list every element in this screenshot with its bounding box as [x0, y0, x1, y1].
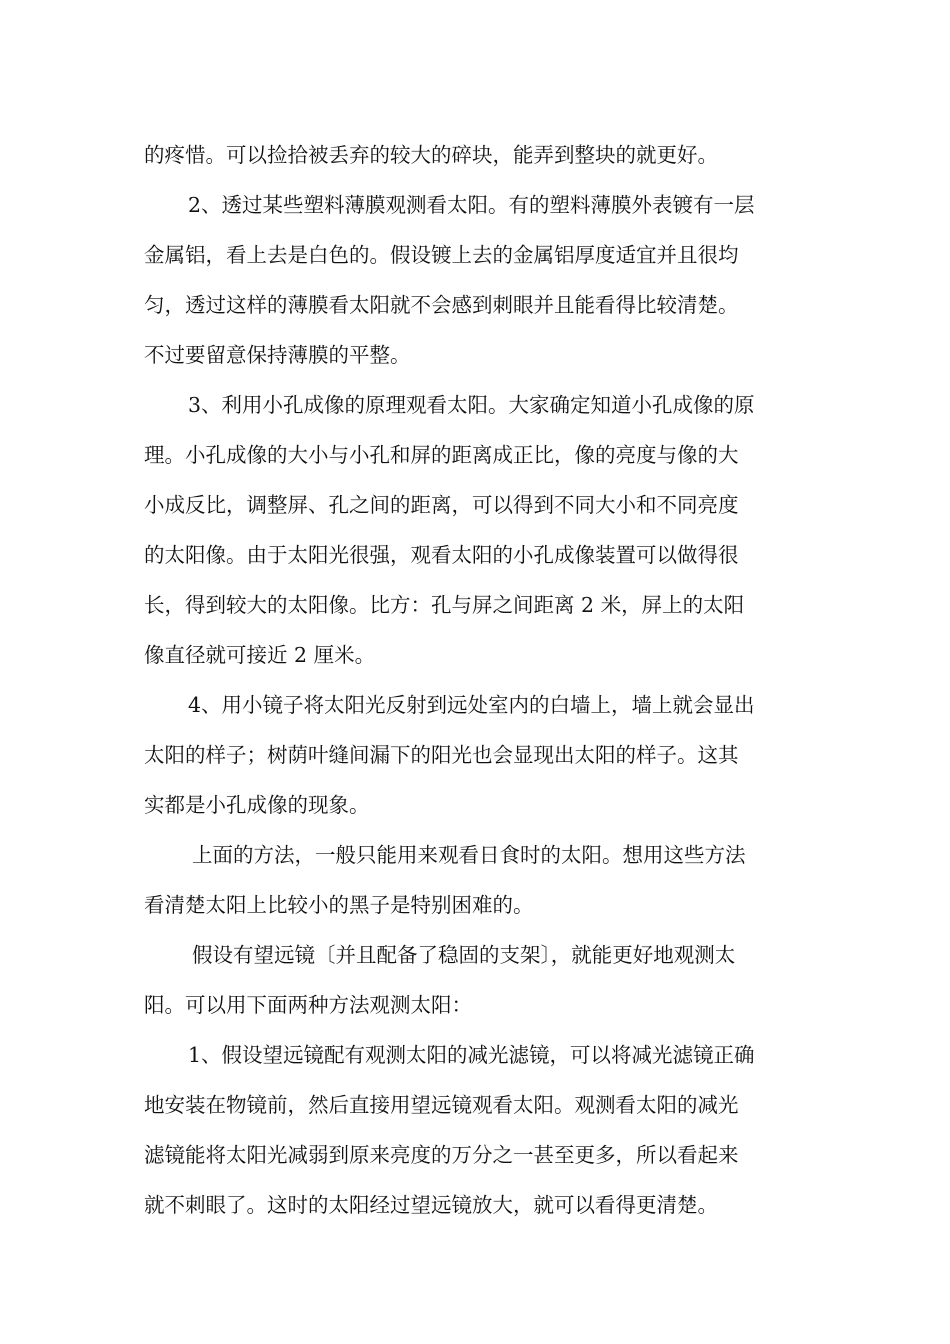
text-line: 3、利用小孔成像的原理观看太阳。大家确定知道小孔成像的原 [188, 393, 755, 417]
text-line: 阳。可以用下面两种方法观测太阳： [144, 993, 472, 1017]
text-line: 看清楚太阳上比较小的黑子是特别困难的。 [144, 893, 534, 917]
text-line: 小成反比，调整屏、孔之间的距离，可以得到不同大小和不同亮度 [144, 493, 739, 517]
text-line: 像直径就可接近 2 厘米。 [144, 643, 376, 667]
text-line: 4、用小镜子将太阳光反射到远处室内的白墙上，墙上就会显出 [188, 693, 755, 717]
text-line: 长，得到较大的太阳像。比方：孔与屏之间距离 2 米，屏上的太阳 [144, 593, 745, 617]
text-line: 滤镜能将太阳光减弱到原来亮度的万分之一甚至更多，所以看起来 [144, 1143, 739, 1167]
text-line: 2、透过某些塑料薄膜观测看太阳。有的塑料薄膜外表镀有一层 [188, 193, 755, 217]
text-line: 就不刺眼了。这时的太阳经过望远镜放大，就可以看得更清楚。 [144, 1193, 718, 1217]
text-line: 不过要留意保持薄膜的平整。 [144, 343, 411, 367]
body-text [144, 130, 808, 1230]
text-line: 上面的方法，一般只能用来观看日食时的太阳。想用这些方法 [192, 843, 746, 867]
text-line: 金属铝，看上去是白色的。假设镀上去的金属铝厚度适宜并且很均 [144, 243, 739, 267]
text-line: 的疼惜。可以捡拾被丢弃的较大的碎块，能弄到整块的就更好。 [144, 143, 718, 167]
text-line: 实都是小孔成像的现象。 [144, 793, 370, 817]
text-line: 1、假设望远镜配有观测太阳的减光滤镜，可以将减光滤镜正确 [188, 1043, 755, 1067]
text-line: 理。小孔成像的大小与小孔和屏的距离成正比，像的亮度与像的大 [144, 443, 739, 467]
text-line: 假设有望远镜〔并且配备了稳固的支架〕，就能更好地观测太 [192, 943, 736, 967]
text-line: 地安装在物镜前，然后直接用望远镜观看太阳。观测看太阳的减光 [144, 1093, 739, 1117]
text-line: 太阳的样子；树荫叶缝间漏下的阳光也会显现出太阳的样子。这其 [144, 743, 739, 767]
text-line: 匀，透过这样的薄膜看太阳就不会感到刺眼并且能看得比较清楚。 [144, 293, 739, 317]
text-line: 的太阳像。由于太阳光很强，观看太阳的小孔成像装置可以做得很 [144, 543, 739, 567]
